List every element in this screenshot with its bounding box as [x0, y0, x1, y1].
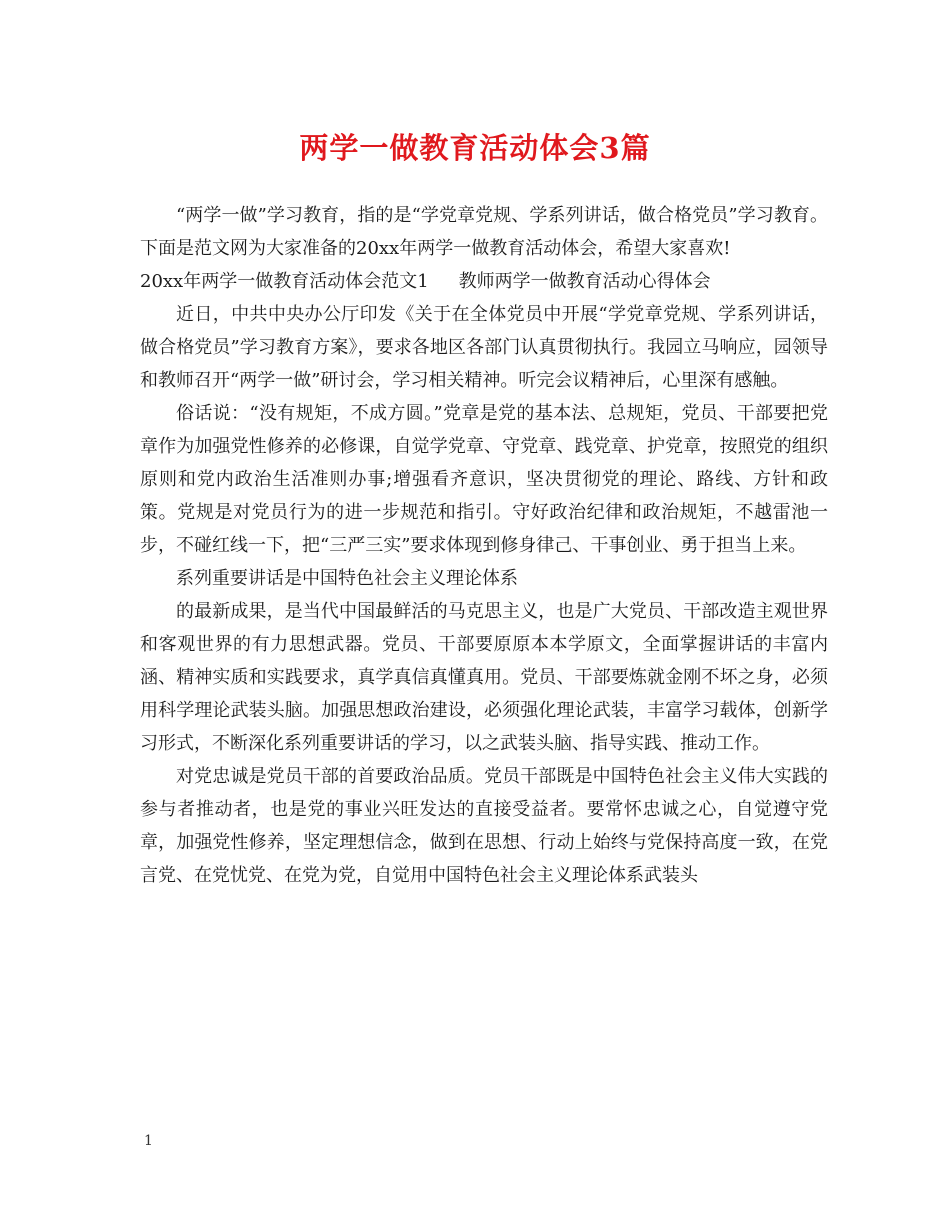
intro-paragraph: “两学一做”学习教育，指的是“学党章党规、学系列讲话，做合格党员”学习教育。下面是范文网为大家准备的20xx年两学一做教育活动体会，希望大家喜欢!: [140, 205, 828, 259]
page-number: 1: [144, 1133, 153, 1149]
document-body: [140, 199, 828, 892]
body-paragraph-4: 的最新成果，是当代中国最鲜活的马克思主义，也是广大党员、干部改造主观世界和客观世界的有力思想武器。党员、干部要原原本本学原文，全面掌握讲话的丰富内涵、精神实质和实践要求，真学真信真懂真用。党员、干部要炼就金刚不坏之身，必须用科学理论武装头脑。加强思想政治建设，必须强化理论武装，丰富学习载体，创新学习形式，不断深化系列重要讲话的学习，以之武装头脑、指导实践、推动工作。: [140, 601, 828, 754]
document-title: 两学一做教育活动体会3篇: [299, 131, 651, 165]
subheading-left: 20xx年两学一做教育活动体会范文1: [140, 271, 429, 292]
subheading-right: 教师两学一做教育活动心得体会: [458, 271, 711, 292]
body-paragraph-2: 俗话说：“没有规矩，不成方圆。”党章是党的基本法、总规矩，党员、干部要把党章作为加强党性修养的必修课，自觉学党章、守党章、践党章、护党章，按照党的组织原则和党内政治生活准则办事;增强看齐意识，坚决贯彻党的理论、路线、方针和政策。党规是对党员行为的进一步规范和指引。守好政治纪律和政治规矩，不越雷池一步，不碰红线一下，把“三严三实”要求体现到修身律己、干事创业、勇于担当上来。: [140, 403, 828, 556]
section-subheading: [140, 265, 828, 298]
body-paragraph-1: 近日，中共中央办公厅印发《关于在全体党员中开展“学党章党规、学系列讲话，做合格党员”学习教育方案》，要求各地区各部门认真贯彻执行。我园立马响应，园领导和教师召开“两学一做”研讨会，学习相关精神。听完会议精神后，心里深有感触。: [140, 304, 828, 391]
body-paragraph-5: 对党忠诚是党员干部的首要政治品质。党员干部既是中国特色社会主义伟大实践的参与者推动者，也是党的事业兴旺发达的直接受益者。要常怀忠诚之心，自觉遵守党章，加强党性修养，坚定理想信念，做到在思想、行动上始终与党保持高度一致，在党言党、在党忧党、在党为党，自觉用中国特色社会主义理论体系武装头: [140, 766, 828, 886]
body-paragraph-3: 系列重要讲话是中国特色社会主义理论体系: [176, 568, 518, 589]
